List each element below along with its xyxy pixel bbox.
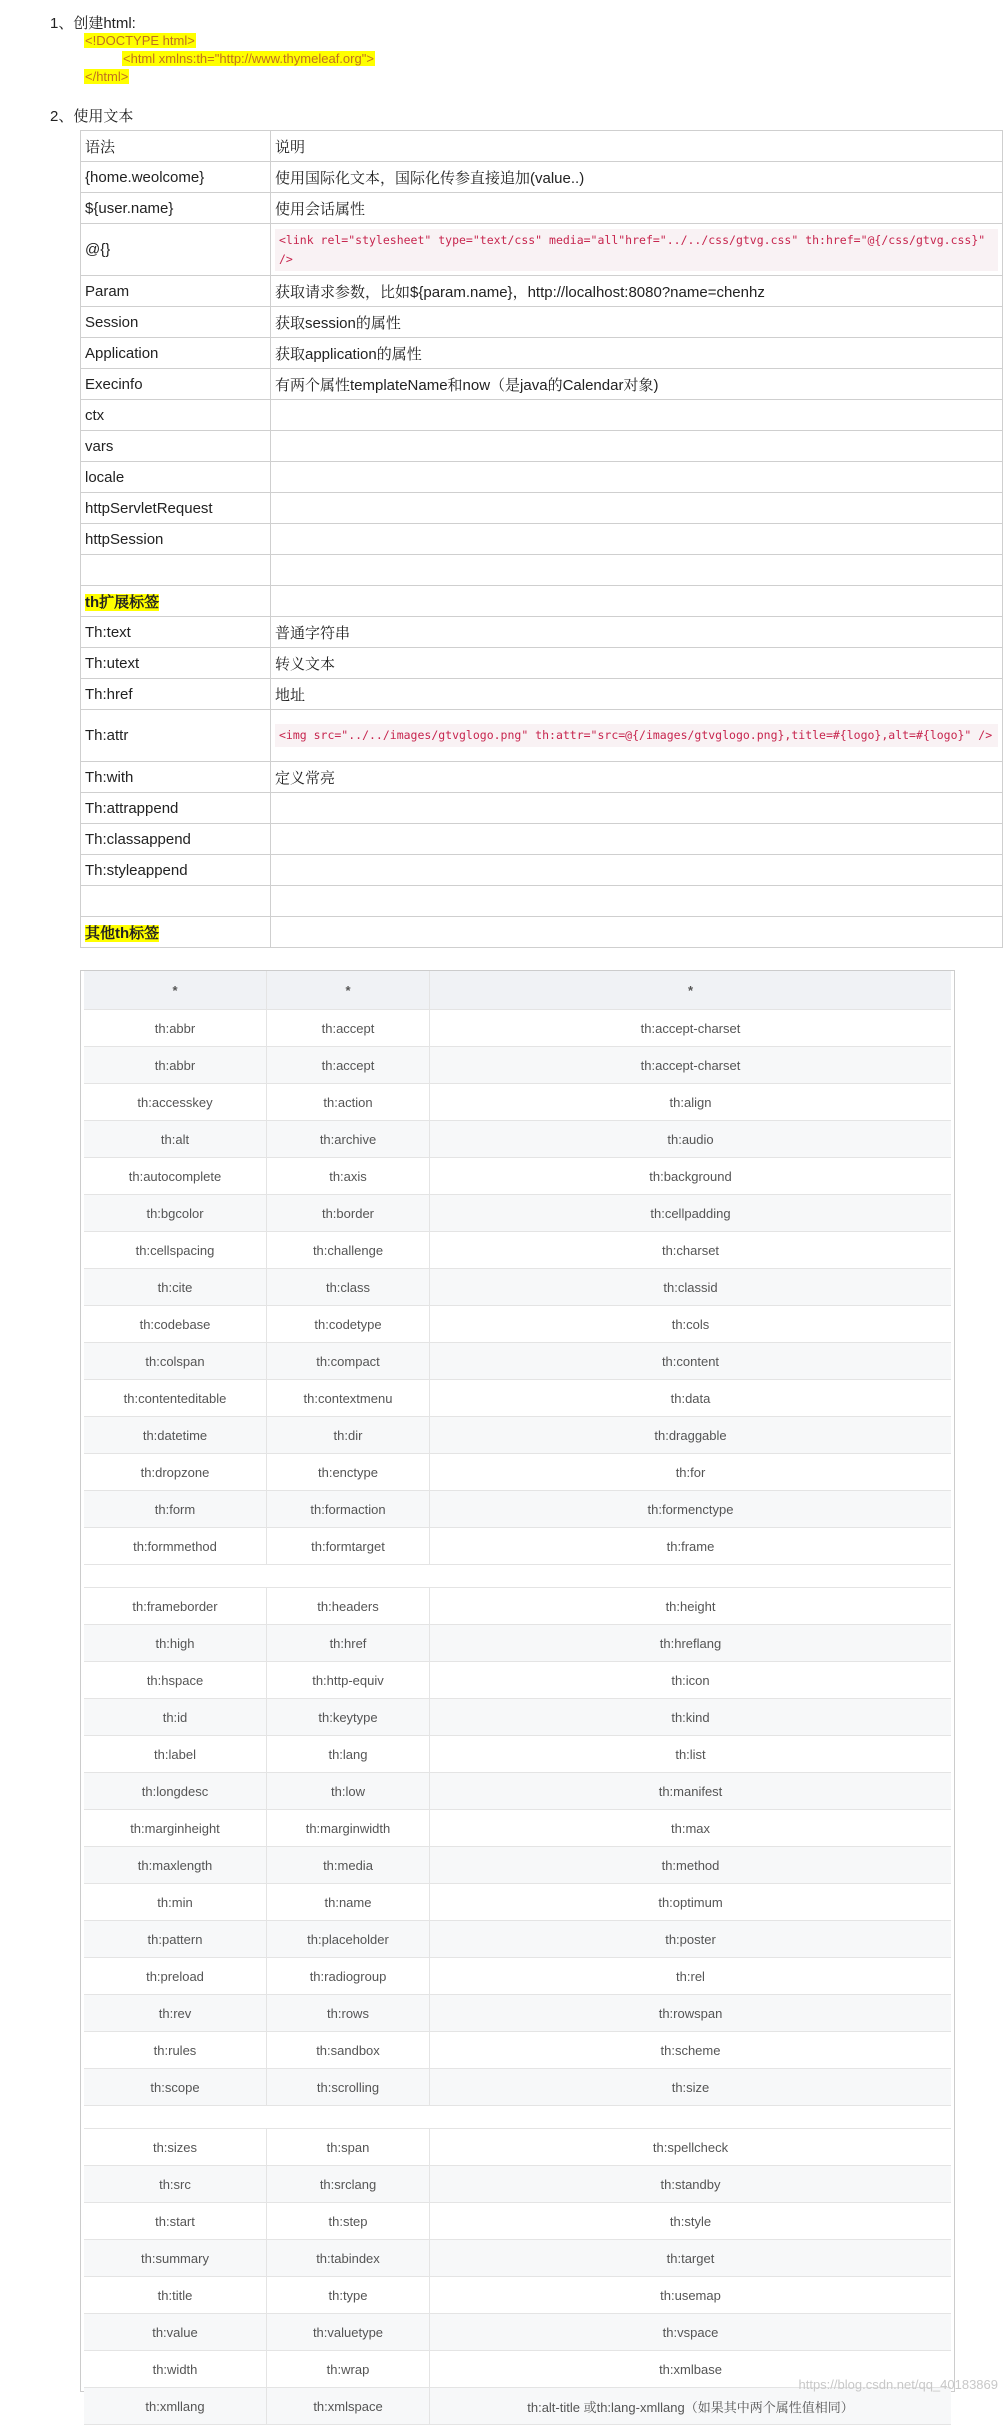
description-cell	[271, 762, 1003, 793]
header-cell: *	[430, 971, 952, 1010]
syntax-cell	[81, 276, 271, 307]
table-row	[84, 1662, 951, 1699]
syntax-row	[81, 710, 1003, 762]
description-cell	[271, 648, 1003, 679]
attribute-cell: th:sizes	[84, 2129, 267, 2166]
table-row	[84, 2069, 951, 2106]
syntax-key: vars	[85, 437, 114, 455]
description-text: 说明	[275, 138, 306, 156]
syntax-row	[81, 855, 1003, 886]
syntax-row	[81, 193, 1003, 224]
syntax-row	[81, 369, 1003, 400]
group-spacer	[84, 1565, 951, 1588]
syntax-cell	[81, 307, 271, 338]
syntax-row	[81, 762, 1003, 793]
description-cell	[271, 431, 1003, 462]
description-text: 普通字符串	[275, 624, 351, 642]
attribute-cell: th:codetype	[267, 1306, 430, 1343]
attribute-cell: th:align	[430, 1084, 952, 1121]
syntax-cell	[81, 555, 271, 586]
table-row	[84, 1884, 951, 1921]
attribute-cell: th:lang	[267, 1736, 430, 1773]
attribute-cell: th:content	[430, 1343, 952, 1380]
th-tags-table	[84, 971, 951, 2425]
description-cell	[271, 131, 1003, 162]
attribute-cell: th:for	[430, 1454, 952, 1491]
syntax-cell	[81, 369, 271, 400]
attribute-cell: th:summary	[84, 2240, 267, 2277]
attribute-cell: th:src	[84, 2166, 267, 2203]
syntax-key: locale	[85, 468, 125, 486]
attribute-cell: th:label	[84, 1736, 267, 1773]
attribute-cell: th:href	[267, 1625, 430, 1662]
table-header-row	[84, 971, 951, 1010]
attribute-cell: th:xmlbase	[430, 2351, 952, 2388]
description-cell	[271, 338, 1003, 369]
syntax-key: ctx	[85, 406, 105, 424]
attribute-cell: th:style	[430, 2203, 952, 2240]
table-row	[84, 1232, 951, 1269]
attribute-cell: th:high	[84, 1625, 267, 1662]
attribute-cell: th:xmlspace	[267, 2388, 430, 2425]
attribute-cell: th:dir	[267, 1417, 430, 1454]
attribute-cell: th:autocomplete	[84, 1158, 267, 1195]
table-row	[84, 2032, 951, 2069]
attribute-cell: th:alt-title 或th:lang-xmllang（如果其中两个属性值相同）	[430, 2388, 952, 2425]
syntax-cell	[81, 679, 271, 710]
attribute-cell: th:archive	[267, 1121, 430, 1158]
syntax-row	[81, 462, 1003, 493]
syntax-cell	[81, 617, 271, 648]
description-cell	[271, 400, 1003, 431]
syntax-key: Th:styleappend	[85, 861, 188, 879]
th-tags-table-container	[80, 970, 955, 2415]
description-cell	[271, 555, 1003, 586]
attribute-cell: th:rev	[84, 1995, 267, 2032]
description-cell	[271, 917, 1003, 948]
attribute-cell: th:form	[84, 1491, 267, 1528]
attribute-cell: th:list	[430, 1736, 952, 1773]
table-row	[84, 1491, 951, 1528]
table-row	[84, 1736, 951, 1773]
description-text: 有两个属性templateName和now（是java的Calendar对象)	[275, 376, 659, 394]
attribute-cell: th:abbr	[84, 1010, 267, 1047]
attribute-cell: th:background	[430, 1158, 952, 1195]
attribute-cell: th:accept	[267, 1047, 430, 1084]
syntax-key: Th:classappend	[85, 830, 191, 848]
description-cell	[271, 276, 1003, 307]
syntax-cell	[81, 855, 271, 886]
attribute-cell: th:codebase	[84, 1306, 267, 1343]
attribute-cell: th:http-equiv	[267, 1662, 430, 1699]
code-example: <img src="../../images/gtvglogo.png" th:attr="src=@{/images/gtvglogo.png},title=#{logo},alt=#{logo}" />	[275, 724, 998, 747]
attribute-cell: th:longdesc	[84, 1773, 267, 1810]
attribute-cell: th:classid	[430, 1269, 952, 1306]
syntax-row	[81, 586, 1003, 617]
attribute-cell: th:hspace	[84, 1662, 267, 1699]
syntax-row	[81, 431, 1003, 462]
header-cell: *	[84, 971, 267, 1010]
attribute-cell: th:optimum	[430, 1884, 952, 1921]
table-row	[84, 1047, 951, 1084]
attribute-cell: th:contenteditable	[84, 1380, 267, 1417]
syntax-cell	[81, 224, 271, 276]
description-cell	[271, 524, 1003, 555]
attribute-cell: th:cellpadding	[430, 1195, 952, 1232]
description-cell	[271, 493, 1003, 524]
code-line: </html>	[85, 69, 129, 84]
attribute-cell: th:kind	[430, 1699, 952, 1736]
syntax-cell	[81, 793, 271, 824]
attribute-cell: th:icon	[430, 1662, 952, 1699]
attribute-cell: th:manifest	[430, 1773, 952, 1810]
attribute-cell: th:rel	[430, 1958, 952, 1995]
description-text: 使用国际化文本，国际化传参直接追加(value..)	[275, 169, 585, 187]
syntax-cell	[81, 886, 271, 917]
attribute-cell: th:abbr	[84, 1047, 267, 1084]
syntax-row	[81, 400, 1003, 431]
syntax-key: Th:attrappend	[85, 799, 179, 817]
syntax-key: Th:text	[85, 623, 131, 641]
table-row	[84, 1847, 951, 1884]
attribute-cell: th:placeholder	[267, 1921, 430, 1958]
table-row	[84, 1380, 951, 1417]
attribute-cell: th:tabindex	[267, 2240, 430, 2277]
syntax-row	[81, 917, 1003, 948]
table-row	[84, 2388, 951, 2425]
spacer-cell	[84, 1565, 951, 1588]
table-row	[84, 1773, 951, 1810]
group-spacer	[84, 2106, 951, 2129]
table-row	[84, 2240, 951, 2277]
attribute-cell: th:scrolling	[267, 2069, 430, 2106]
syntax-key: Param	[85, 282, 130, 300]
table-row	[84, 1084, 951, 1121]
table-row	[84, 1625, 951, 1662]
table-row	[84, 1121, 951, 1158]
syntax-key: Th:utext	[85, 654, 140, 672]
syntax-key: Th:attr	[85, 727, 129, 744]
syntax-cell	[81, 524, 271, 555]
attribute-cell: th:title	[84, 2277, 267, 2314]
attribute-cell: th:scope	[84, 2069, 267, 2106]
description-cell	[271, 369, 1003, 400]
syntax-row	[81, 617, 1003, 648]
attribute-cell: th:challenge	[267, 1232, 430, 1269]
syntax-row	[81, 307, 1003, 338]
syntax-cell	[81, 431, 271, 462]
attribute-cell: th:width	[84, 2351, 267, 2388]
attribute-cell: th:maxlength	[84, 1847, 267, 1884]
attribute-cell: th:cite	[84, 1269, 267, 1306]
syntax-table	[80, 130, 1003, 948]
attribute-cell: th:id	[84, 1699, 267, 1736]
section-label: th扩展标签	[85, 593, 160, 611]
attribute-cell: th:target	[430, 2240, 952, 2277]
syntax-row	[81, 493, 1003, 524]
attribute-cell: th:marginheight	[84, 1810, 267, 1847]
attribute-cell: th:hreflang	[430, 1625, 952, 1662]
attribute-cell: th:border	[267, 1195, 430, 1232]
table-row	[84, 1343, 951, 1380]
description-text: 定义常亮	[275, 769, 336, 787]
table-row	[84, 1528, 951, 1565]
syntax-cell	[81, 824, 271, 855]
attribute-cell: th:xmllang	[84, 2388, 267, 2425]
attribute-cell: th:wrap	[267, 2351, 430, 2388]
description-text: 使用会话属性	[275, 200, 366, 218]
attribute-cell: th:start	[84, 2203, 267, 2240]
code-line: <!DOCTYPE html>	[85, 33, 195, 48]
attribute-cell: th:formaction	[267, 1491, 430, 1528]
syntax-row	[81, 679, 1003, 710]
syntax-cell	[81, 131, 271, 162]
syntax-row	[81, 524, 1003, 555]
description-cell	[271, 462, 1003, 493]
attribute-cell: th:axis	[267, 1158, 430, 1195]
syntax-row	[81, 131, 1003, 162]
table-row	[84, 1306, 951, 1343]
syntax-key: Th:with	[85, 768, 134, 786]
syntax-key: {home.weolcome}	[85, 168, 205, 186]
spacer-cell	[84, 2106, 951, 2129]
attribute-cell: th:valuetype	[267, 2314, 430, 2351]
description-cell	[271, 710, 1003, 762]
syntax-row	[81, 793, 1003, 824]
syntax-cell	[81, 586, 271, 617]
attribute-cell: th:formenctype	[430, 1491, 952, 1528]
attribute-cell: th:name	[267, 1884, 430, 1921]
attribute-cell: th:datetime	[84, 1417, 267, 1454]
description-cell	[271, 855, 1003, 886]
attribute-cell: th:colspan	[84, 1343, 267, 1380]
attribute-cell: th:spellcheck	[430, 2129, 952, 2166]
attribute-cell: th:class	[267, 1269, 430, 1306]
attribute-cell: th:vspace	[430, 2314, 952, 2351]
attribute-cell: th:enctype	[267, 1454, 430, 1491]
description-cell	[271, 617, 1003, 648]
attribute-cell: th:size	[430, 2069, 952, 2106]
attribute-cell: th:height	[430, 1588, 952, 1625]
syntax-row	[81, 162, 1003, 193]
attribute-cell: th:formmethod	[84, 1528, 267, 1565]
watermark: https://blog.csdn.net/qq_40183869	[798, 2377, 998, 2392]
syntax-cell	[81, 917, 271, 948]
attribute-cell: th:media	[267, 1847, 430, 1884]
attribute-cell: th:scheme	[430, 2032, 952, 2069]
attribute-cell: th:rows	[267, 1995, 430, 2032]
syntax-cell	[81, 762, 271, 793]
attribute-cell: th:bgcolor	[84, 1195, 267, 1232]
syntax-key: Execinfo	[85, 375, 143, 393]
syntax-key: Application	[85, 344, 159, 362]
syntax-key: ${user.name}	[85, 199, 174, 217]
attribute-cell: th:max	[430, 1810, 952, 1847]
attribute-cell: th:compact	[267, 1343, 430, 1380]
attribute-cell: th:low	[267, 1773, 430, 1810]
syntax-key: Th:href	[85, 685, 133, 703]
syntax-key: Session	[85, 313, 139, 331]
syntax-cell	[81, 162, 271, 193]
syntax-row	[81, 886, 1003, 917]
table-row	[84, 1995, 951, 2032]
description-text: 获取请求参数，比如${param.name}，http://localhost:8080?name=chenhz	[275, 283, 765, 301]
step-1-heading: 1、创建html:	[50, 15, 136, 32]
table-row	[84, 2314, 951, 2351]
syntax-cell	[81, 193, 271, 224]
attribute-cell: th:accesskey	[84, 1084, 267, 1121]
table-row	[84, 1417, 951, 1454]
description-cell	[271, 307, 1003, 338]
attribute-cell: th:srclang	[267, 2166, 430, 2203]
description-cell	[271, 886, 1003, 917]
attribute-cell: th:action	[267, 1084, 430, 1121]
attribute-cell: th:draggable	[430, 1417, 952, 1454]
syntax-key: httpServletRequest	[85, 499, 213, 517]
syntax-key: httpSession	[85, 530, 164, 548]
syntax-cell	[81, 462, 271, 493]
attribute-cell: th:accept-charset	[430, 1010, 952, 1047]
table-row	[84, 2166, 951, 2203]
table-row	[84, 2203, 951, 2240]
table-row	[84, 1810, 951, 1847]
description-text: 获取session的属性	[275, 314, 401, 332]
table-row	[84, 1010, 951, 1047]
table-row	[84, 1454, 951, 1491]
description-cell	[271, 586, 1003, 617]
attribute-cell: th:rowspan	[430, 1995, 952, 2032]
description-cell	[271, 824, 1003, 855]
attribute-cell: th:marginwidth	[267, 1810, 430, 1847]
syntax-row	[81, 648, 1003, 679]
syntax-cell	[81, 648, 271, 679]
header-cell: *	[267, 971, 430, 1010]
attribute-cell: th:min	[84, 1884, 267, 1921]
attribute-cell: th:keytype	[267, 1699, 430, 1736]
attribute-cell: th:value	[84, 2314, 267, 2351]
description-text: 地址	[275, 686, 306, 704]
table-row	[84, 1588, 951, 1625]
attribute-cell: th:accept-charset	[430, 1047, 952, 1084]
syntax-row	[81, 338, 1003, 369]
syntax-row	[81, 824, 1003, 855]
attribute-cell: th:accept	[267, 1010, 430, 1047]
attribute-cell: th:poster	[430, 1921, 952, 1958]
attribute-cell: th:data	[430, 1380, 952, 1417]
table-row	[84, 1158, 951, 1195]
description-cell	[271, 679, 1003, 710]
syntax-row	[81, 555, 1003, 586]
syntax-cell	[81, 400, 271, 431]
html-code-snippet	[84, 32, 375, 86]
attribute-cell: th:type	[267, 2277, 430, 2314]
syntax-row	[81, 276, 1003, 307]
attribute-cell: th:method	[430, 1847, 952, 1884]
attribute-cell: th:contextmenu	[267, 1380, 430, 1417]
syntax-key: @{}	[85, 241, 111, 258]
attribute-cell: th:cols	[430, 1306, 952, 1343]
attribute-cell: th:formtarget	[267, 1528, 430, 1565]
section-label: 其他th标签	[85, 924, 160, 942]
attribute-cell: th:preload	[84, 1958, 267, 1995]
description-text: 转义文本	[275, 655, 336, 673]
attribute-cell: th:audio	[430, 1121, 952, 1158]
table-row	[84, 1921, 951, 1958]
syntax-cell	[81, 338, 271, 369]
attribute-cell: th:standby	[430, 2166, 952, 2203]
description-cell	[271, 162, 1003, 193]
attribute-cell: th:span	[267, 2129, 430, 2166]
syntax-cell	[81, 710, 271, 762]
table-row	[84, 1269, 951, 1306]
description-text: 获取application的属性	[275, 345, 422, 363]
code-example: <link rel="stylesheet" type="text/css" media="all"href="../../css/gtvg.css" th:href="@{/css/gtvg.css}" />	[275, 229, 998, 271]
attribute-cell: th:headers	[267, 1588, 430, 1625]
attribute-cell: th:sandbox	[267, 2032, 430, 2069]
table-row	[84, 2129, 951, 2166]
attribute-cell: th:frame	[430, 1528, 952, 1565]
attribute-cell: th:frameborder	[84, 1588, 267, 1625]
table-row	[84, 2277, 951, 2314]
attribute-cell: th:step	[267, 2203, 430, 2240]
attribute-cell: th:alt	[84, 1121, 267, 1158]
step-2-heading: 2、使用文本	[50, 108, 134, 125]
table-row	[84, 1699, 951, 1736]
description-cell	[271, 193, 1003, 224]
syntax-cell	[81, 493, 271, 524]
attribute-cell: th:charset	[430, 1232, 952, 1269]
attribute-cell: th:cellspacing	[84, 1232, 267, 1269]
syntax-row	[81, 224, 1003, 276]
table-row	[84, 1195, 951, 1232]
attribute-cell: th:dropzone	[84, 1454, 267, 1491]
code-line: <html xmlns:th="http://www.thymeleaf.org">	[123, 51, 374, 66]
description-cell	[271, 793, 1003, 824]
table-row	[84, 1958, 951, 1995]
description-cell	[271, 224, 1003, 276]
attribute-cell: th:radiogroup	[267, 1958, 430, 1995]
attribute-cell: th:rules	[84, 2032, 267, 2069]
attribute-cell: th:usemap	[430, 2277, 952, 2314]
syntax-key: 语法	[85, 138, 116, 156]
attribute-cell: th:pattern	[84, 1921, 267, 1958]
